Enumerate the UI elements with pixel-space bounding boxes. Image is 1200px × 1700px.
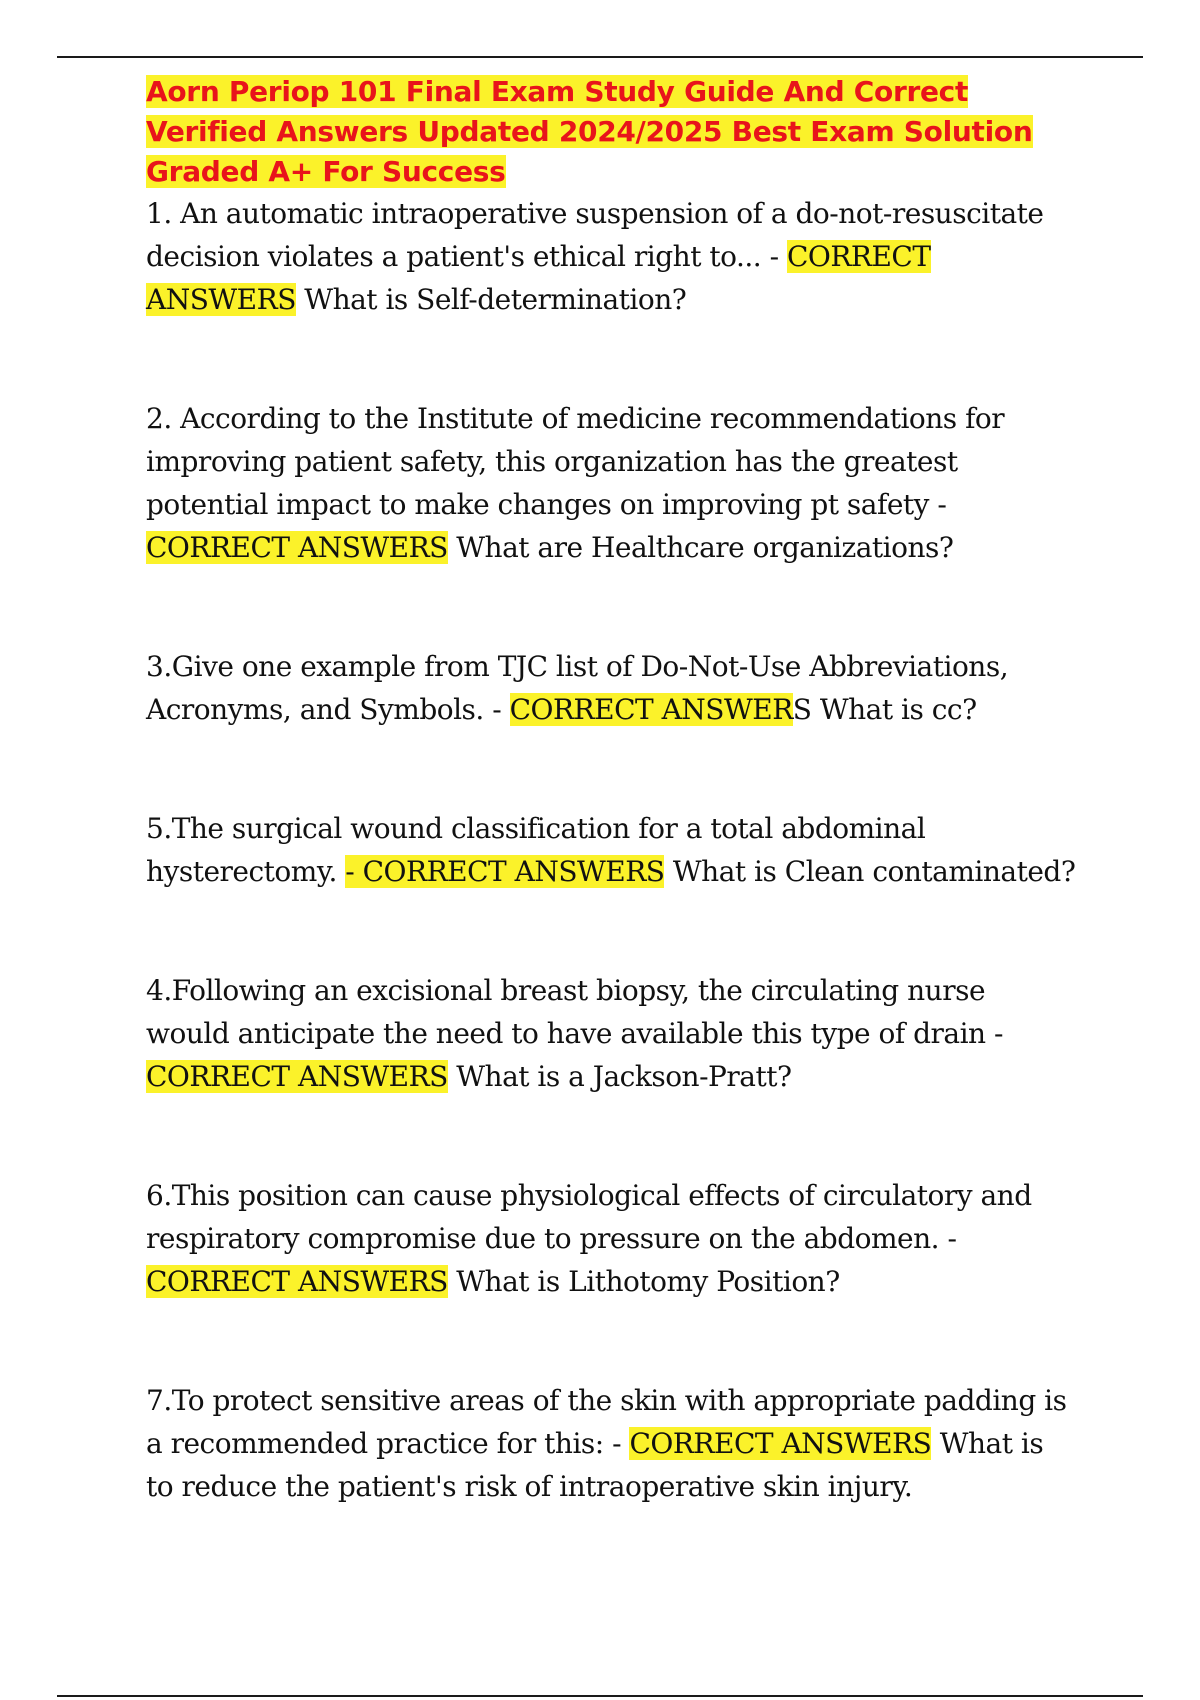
question-text: 2. According to the Institute of medicine recommendations for improving patient safety, this organization has the greatest potential impact to make changes on improving pt safety - [146,402,1005,521]
answer-text: What is to reduce the patient's risk of intraoperative skin injury. [146,1427,1044,1503]
document-title [146,72,1076,192]
question-text: 7.To protect sensitive areas of the skin with appropriate padding is a recommended practice for this: - [146,1384,1067,1460]
spacer [146,893,1076,969]
question-text: 6.This position can cause physiological effects of circulatory and respiratory compromise due to pressure on the abdomen. - [146,1179,1032,1255]
answer-text: What is Lithotomy Position? [447,1265,840,1298]
answer-marker: CORRECT ANSWERS [146,1060,448,1093]
spacer [146,1098,1076,1174]
qa-item-4 [146,969,1076,1098]
title-text: Aorn Periop 101 Final Exam Study Guide And Correct Verified Answers Updated 2024/2025 Best Exam Solution Graded A+ For Success [146,75,1033,188]
question-text: 3.Give one example from TJC list of Do-Not-Use Abbreviations, Acronyms, and Symbols. - [146,650,1009,726]
answer-text: What is a Jackson-Pratt? [447,1060,792,1093]
spacer [146,321,1076,397]
qa-item-1 [146,192,1076,321]
bottom-rule [57,1695,1143,1697]
question-text: 1. An automatic intraoperative suspension of a do-not-resuscitate decision violates a patient's ethical right to... - [146,197,1044,273]
answer-marker: CORRECT ANSWERS [146,240,931,316]
answer-marker: CORRECT ANSWERS [629,1427,932,1460]
qa-item-3 [146,645,1076,731]
answer-marker: CORRECT ANSWERS [146,1265,448,1298]
answer-marker: CORRECT ANSWERS [146,531,448,564]
document-body [146,72,1076,1508]
answer-text: What are Healthcare organizations? [447,531,954,564]
spacer [146,1303,1076,1379]
qa-item-5 [146,807,1076,893]
answer-text: What is Clean contaminated? [664,855,1076,888]
answer-text: What is Self-determination? [295,283,687,316]
top-rule [57,56,1143,58]
answer-marker: - CORRECT ANSWERS [345,855,665,888]
question-text: 5.The surgical wound classification for a total abdominal hysterectomy. [146,812,926,888]
question-text: 4.Following an excisional breast biopsy, the circulating nurse would anticipate the need to have available this type of drain - [146,974,1003,1050]
answer-marker: CORRECT ANSWER [509,693,793,726]
qa-item-7 [146,1379,1076,1508]
qa-item-6 [146,1174,1076,1303]
spacer [146,569,1076,645]
spacer [146,731,1076,807]
answer-text: S What is cc? [792,693,977,726]
qa-item-2 [146,397,1076,569]
